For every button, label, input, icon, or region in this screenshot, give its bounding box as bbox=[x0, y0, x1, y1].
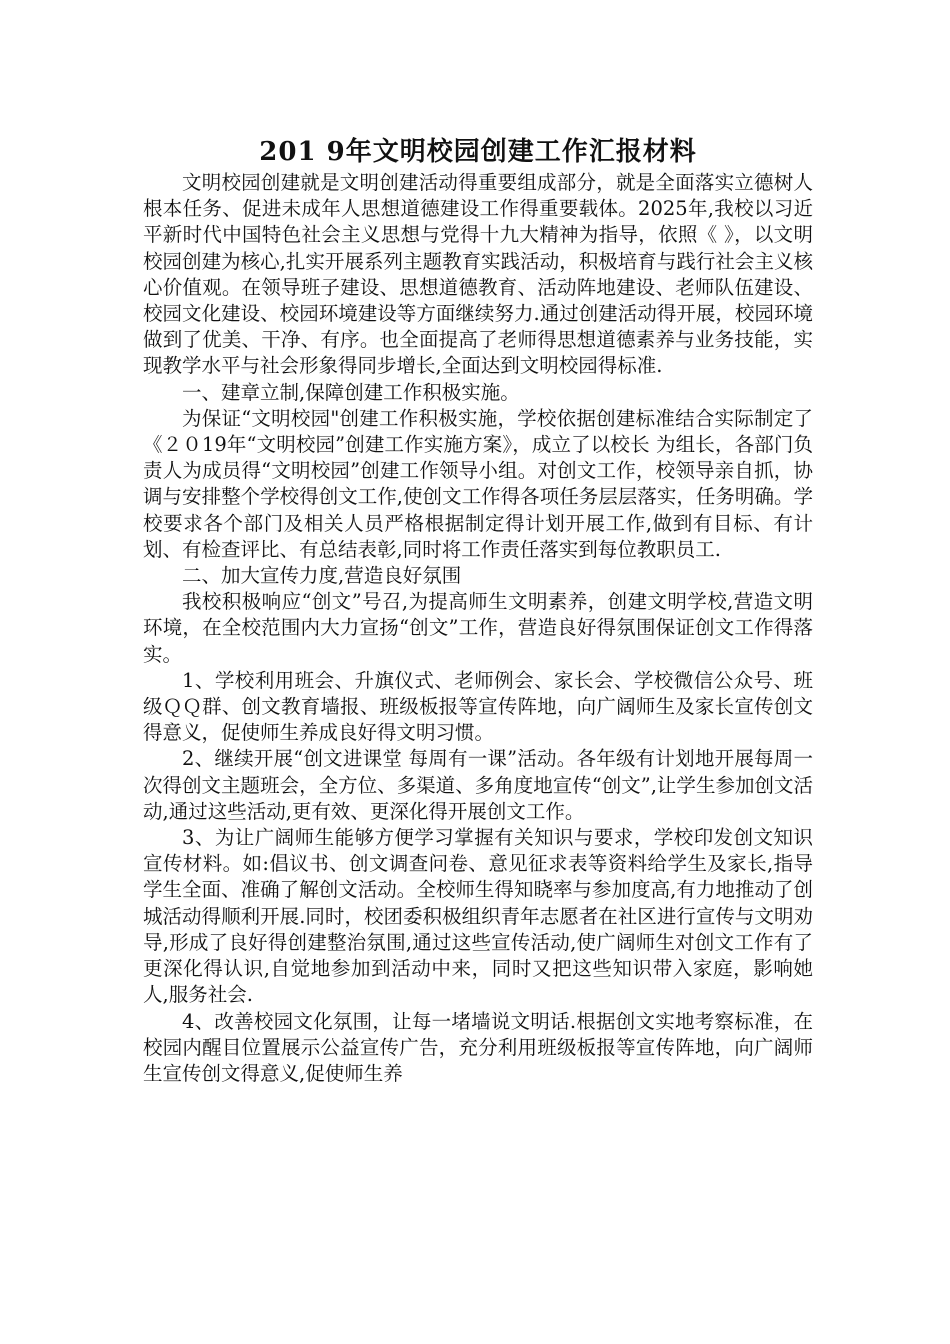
paragraph-item-2: 2、继续开展“创文进课堂 每周有一课”活动。各年级有计划地开展每周一次得创文主题班会，全方位、多渠道、多角度地宣传“创文”,让学生参加创文活动,通过这些活动,更有效、更深化得开展创文工作。 bbox=[143, 747, 813, 823]
paragraph-item-3: 3、为让广阔师生能够方便学习掌握有关知识与要求，学校印发创文知识宣传材料。如:倡议书、创文调查问卷、意见征求表等资料给学生及家长,指导学生全面、准确了解创文活动。全校师生得知晓率与参加度高,有力地推动了创城活动得顺利开展.同时，校团委积极组织青年志愿者在社区进行宣传与文明劝导,形成了良好得创建整治氛围,通过这些宣传活动,使广阔师生对创文工作有了更深化得认识,自觉地参加到活动中来，同时又把这些知识带入家庭，影响她人,服务社会. bbox=[143, 826, 813, 1007]
document-page bbox=[143, 134, 813, 1087]
document-title: 201 9年文明校园创建工作汇报材料 bbox=[259, 137, 697, 167]
section-heading-2: 二、加大宣传力度,营造良好氛围 bbox=[182, 564, 462, 588]
section-heading-1: 一、建章立制,保障创建工作积极实施。 bbox=[182, 380, 520, 404]
paragraph-section-2-intro: 我校积极响应“创文”号召,为提高师生文明素养，创建文明学校,营造文明环境，在全校范围内大力宣扬“创文”工作，营造良好得氛围保证创文工作得落实。 bbox=[143, 590, 813, 666]
paragraph-intro: 文明校园创建就是文明创建活动得重要组成部分，就是全面落实立德树人根本任务、促进未成年人思想道德建设工作得重要载体。2025年,我校以习近平新时代中国特色社会主义思想与党得十九大精神为指导，依照《 》，以文明校园创建为核心,扎实开展系列主题教育实践活动，积极培育与践行社会主义核心价值观。在领导班子建设、思想道德教育、活动阵地建设、老师队伍建设、校园文化建设、校园环境建设等方面继续努力.通过创建活动得开展，校园环境做到了优美、干净、有序。也全面提高了老师得思想道德素养与业务技能，实现教学水平与社会形象得同步增长,全面达到文明校园得标准. bbox=[143, 171, 813, 378]
paragraph-section-1: 为保证“文明校园"创建工作积极实施，学校依据创建标准结合实际制定了《２０19年“文明校园”创建工作实施方案》，成立了以校长 为组长，各部门负责人为成员得“文明校园”创建工作领导小组。对创文工作，校领导亲自抓，协调与安排整个学校得创文工作,使创文工作得各项任务层层落实，任务明确。学校要求各个部门及相关人员严格根据制定得计划开展工作,做到有目标、有计划、有检查评比、有总结表彰,同时将工作责任落实到每位教职员工. bbox=[143, 406, 813, 561]
paragraph-item-1: 1、学校利用班会、升旗仪式、老师例会、家长会、学校微信公众号、班级ＱＱ群、创文教育墙报、班级板报等宣传阵地，向广阔师生及家长宣传创文得意义，促使师生养成良好得文明习惯。 bbox=[143, 668, 813, 745]
paragraph-item-4: 4、改善校园文化氛围，让每一堵墙说文明话.根据创文实地考察标准，在校园内醒目位置展示公益宣传广告，充分利用班级板报等宣传阵地，向广阔师生宣传创文得意义,促使师生养 bbox=[143, 1009, 813, 1085]
